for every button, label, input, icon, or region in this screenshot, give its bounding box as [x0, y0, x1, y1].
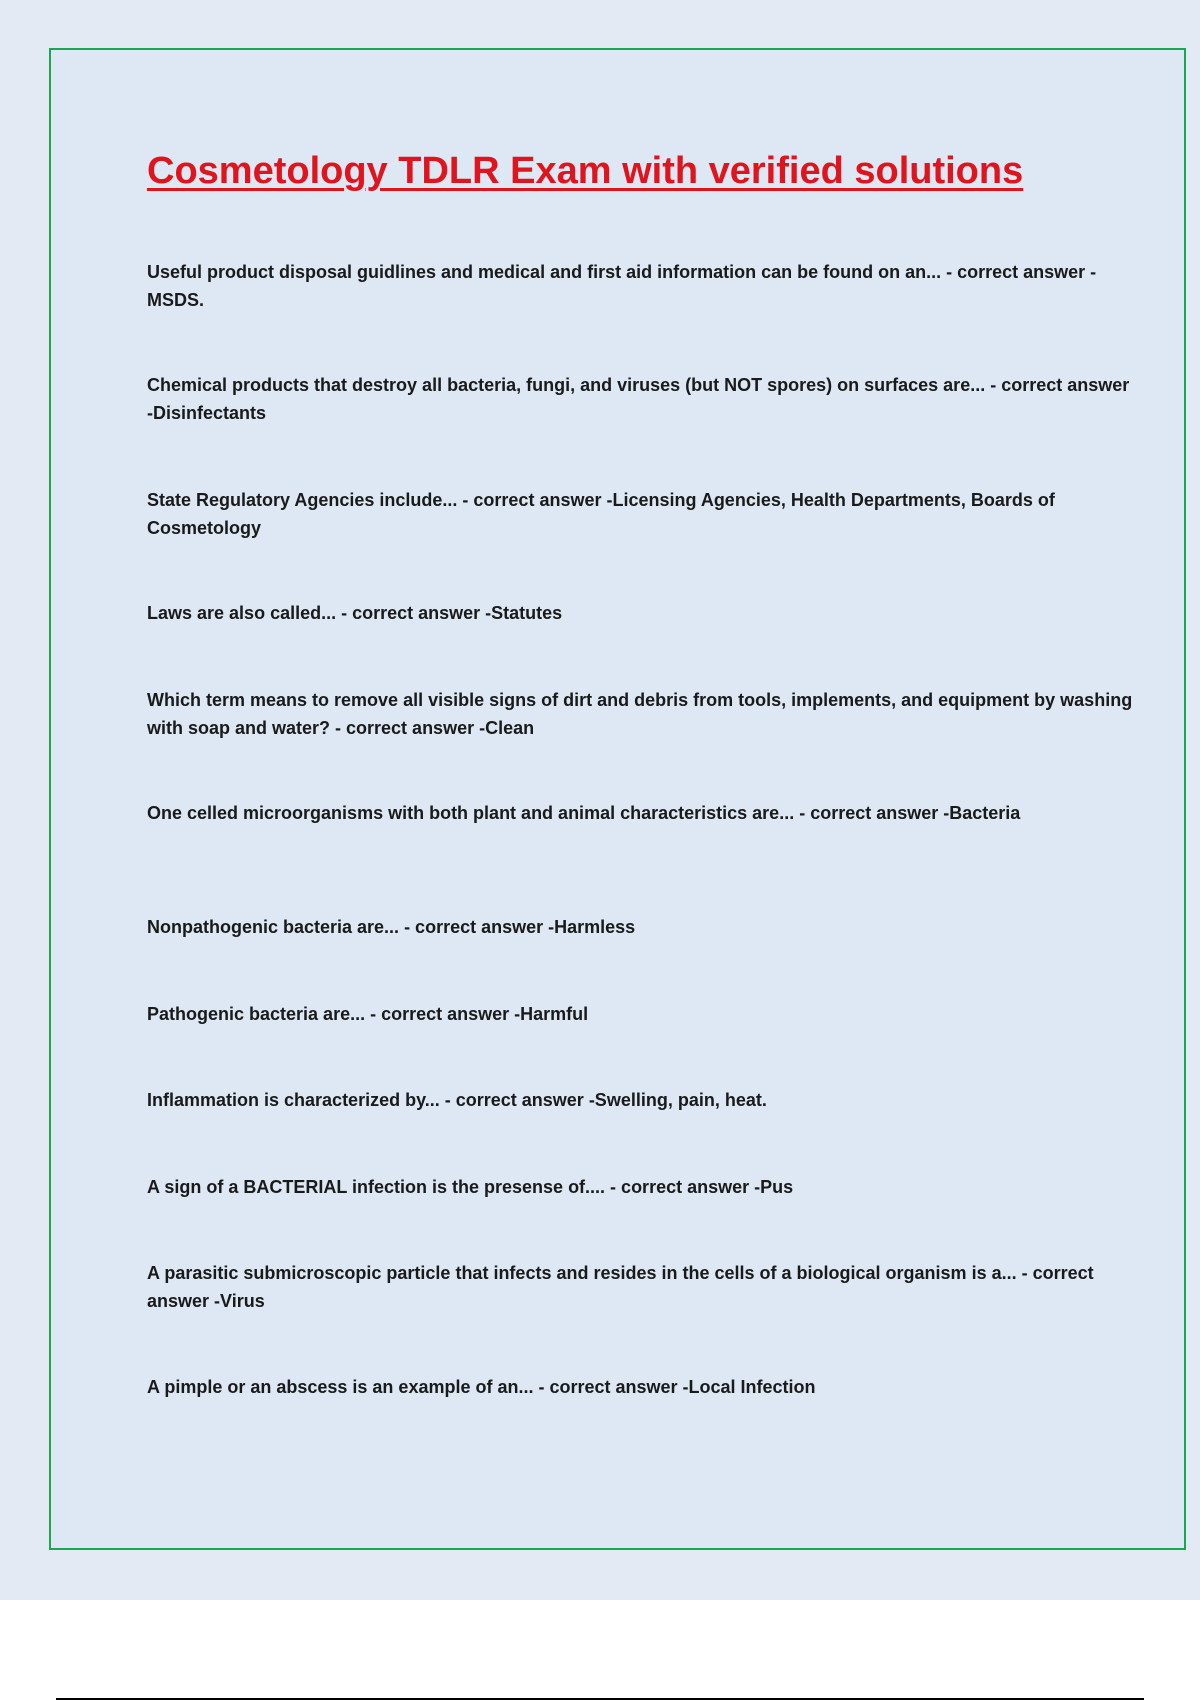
document-title: Cosmetology TDLR Exam with verified solutions: [147, 150, 1024, 192]
qa-item-11: A parasitic submicroscopic particle that infects and resides in the cells of a biological organism is a... - correct answer -Virus: [147, 1263, 1094, 1311]
qa-item-8: Pathogenic bacteria are... - correct answer -Harmful: [147, 1004, 589, 1024]
qa-item-2: Chemical products that destroy all bacteria, fungi, and viruses (but NOT spores) on surfaces are... - correct answer -Disinfectants: [147, 375, 1130, 423]
qa-item-9: Inflammation is characterized by... - correct answer -Swelling, pain, heat.: [147, 1090, 767, 1110]
qa-item-10: A sign of a BACTERIAL infection is the presense of.... - correct answer -Pus: [147, 1177, 794, 1197]
qa-item-12: A pimple or an abscess is an example of an... - correct answer -Local Infection: [147, 1377, 816, 1397]
document-frame: [49, 48, 1186, 1550]
qa-item-3: State Regulatory Agencies include... - correct answer -Licensing Agencies, Health Departments, Boards of Cosmetology: [147, 490, 1055, 538]
qa-item-7: Nonpathogenic bacteria are... - correct answer -Harmless: [147, 917, 636, 937]
qa-item-1: Useful product disposal guidlines and medical and first aid information can be found on an... - correct answer -MSDS.: [147, 262, 1097, 310]
qa-item-5: Which term means to remove all visible signs of dirt and debris from tools, implements, and equipment by washing with soap and water? - correct answer -Clean: [147, 690, 1133, 738]
qa-item-4: Laws are also called... - correct answer -Statutes: [147, 603, 563, 623]
qa-item-6: One celled microorganisms with both plant and animal characteristics are... - correct answer -Bacteria: [147, 803, 1021, 823]
